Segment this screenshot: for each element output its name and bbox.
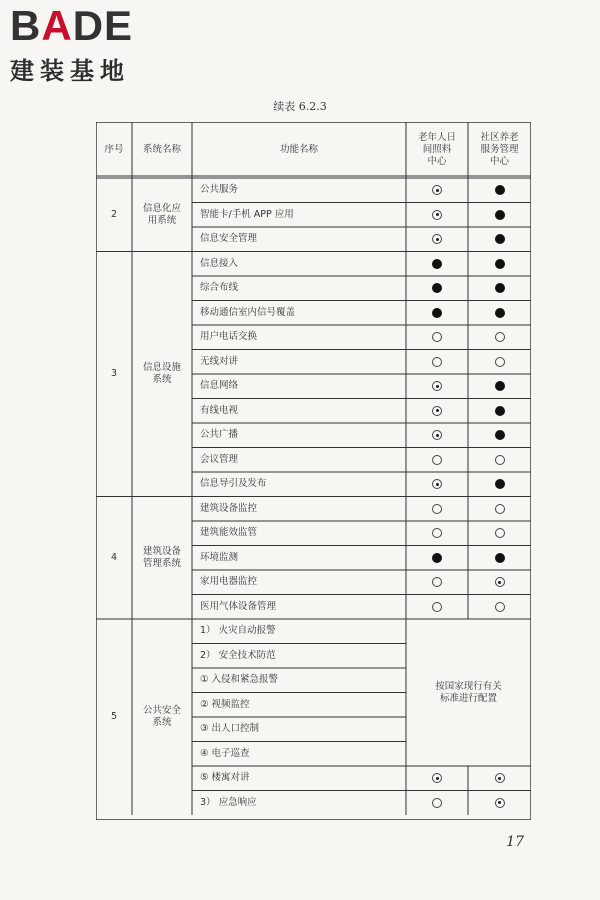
group-system-name-line: 系统 xyxy=(152,374,172,385)
filled-circle-symbol xyxy=(495,406,505,416)
logo-subtitle: 建装基地 xyxy=(10,57,130,85)
group-system-name xyxy=(132,178,192,252)
filled-circle-symbol xyxy=(495,553,505,563)
filled-circle-symbol xyxy=(495,430,505,440)
header-system xyxy=(132,122,192,178)
logo-letter: B xyxy=(10,2,42,49)
function-name xyxy=(192,350,414,375)
group-system-name-line: 建筑设备 xyxy=(142,545,181,557)
group-number-line: 4 xyxy=(110,551,118,563)
function-name xyxy=(192,423,414,448)
empty-circle-symbol xyxy=(495,504,505,514)
bade-logo xyxy=(10,4,180,90)
function-name xyxy=(192,325,414,350)
table-caption: 续表 6.2.3 xyxy=(273,100,327,113)
function-name-line: 3） 应急响应 xyxy=(200,796,257,808)
function-name xyxy=(192,619,414,644)
group-system-name xyxy=(132,619,192,815)
function-name-line: 信息接入 xyxy=(200,257,239,269)
function-name-line: ① 入侵和紧急报警 xyxy=(200,674,279,686)
bull-circle-symbol xyxy=(432,210,442,220)
function-name xyxy=(192,227,414,252)
function-name-line: 信息安全管理 xyxy=(200,233,258,245)
function-name-line: 信息导引及发布 xyxy=(200,478,267,490)
function-name-line: 有线电视 xyxy=(200,404,239,416)
bull-circle-symbol xyxy=(495,798,505,808)
function-name-line: 家用电器监控 xyxy=(200,576,258,588)
function-name xyxy=(192,791,414,816)
function-name-line: 2） 安全技术防范 xyxy=(200,649,276,661)
logo-letter-accent: A xyxy=(41,2,73,49)
filled-circle-symbol xyxy=(495,259,505,269)
header-col-community-line: 社区养老 xyxy=(480,132,519,143)
merged-note-line: 按国家现行有关 xyxy=(435,680,502,692)
function-name xyxy=(192,668,414,693)
function-name xyxy=(192,644,414,669)
group-system-name xyxy=(132,497,192,620)
header-function-line: 功能名称 xyxy=(279,144,318,155)
merged-note-line: 标准进行配置 xyxy=(439,692,497,704)
group-system-name-line: 用系统 xyxy=(147,214,177,226)
page-number: 17 xyxy=(506,834,524,850)
function-name xyxy=(192,399,414,424)
logo-wordmark xyxy=(10,4,133,48)
filled-circle-symbol xyxy=(432,553,442,563)
logo-letter: E xyxy=(104,2,134,49)
function-name xyxy=(192,301,414,326)
header-system-line: 系统名称 xyxy=(142,144,181,155)
function-name xyxy=(192,374,414,399)
function-name-line: 1） 火灾自动报警 xyxy=(200,625,276,637)
function-name xyxy=(192,693,414,718)
group-number xyxy=(96,252,132,497)
filled-circle-symbol xyxy=(495,234,505,244)
filled-circle-symbol xyxy=(495,185,505,195)
function-name-line: 公共服务 xyxy=(200,184,239,196)
header-col-day-care xyxy=(406,122,468,178)
group-system-name-line: 管理系统 xyxy=(142,557,181,569)
header-col-day-care-line: 间照料 xyxy=(422,144,452,155)
empty-circle-symbol xyxy=(432,357,442,367)
function-name xyxy=(192,570,414,595)
header-no xyxy=(96,122,132,178)
function-name-line: 环境监测 xyxy=(200,551,239,563)
function-name xyxy=(192,252,414,277)
function-name xyxy=(192,178,414,203)
header-no-line: 序号 xyxy=(104,144,124,155)
filled-circle-symbol xyxy=(432,259,442,269)
function-config-table xyxy=(96,122,531,820)
function-name xyxy=(192,448,414,473)
function-name xyxy=(192,497,414,522)
function-name-line: ③ 出人口控制 xyxy=(200,723,260,735)
function-name-line: 用户电话交换 xyxy=(200,331,258,343)
empty-circle-symbol xyxy=(495,332,505,342)
group-number xyxy=(96,619,132,815)
filled-circle-symbol xyxy=(495,308,505,318)
function-name-line: 无线对讲 xyxy=(200,355,239,367)
bull-circle-symbol xyxy=(432,406,442,416)
function-name-line: 公共广播 xyxy=(200,429,239,441)
empty-circle-symbol xyxy=(495,528,505,538)
function-name xyxy=(192,766,414,791)
function-name-line: 医用气体设备管理 xyxy=(200,600,277,612)
group-number-line: 2 xyxy=(110,208,118,220)
header-col-community-line: 服务管理 xyxy=(480,144,519,155)
empty-circle-symbol xyxy=(432,798,442,808)
empty-circle-symbol xyxy=(432,504,442,514)
empty-circle-symbol xyxy=(495,602,505,612)
function-name-line: 综合布线 xyxy=(200,282,239,294)
header-col-community-line: 中心 xyxy=(489,156,509,167)
bull-circle-symbol xyxy=(495,773,505,783)
header-function xyxy=(192,122,406,178)
function-name-line: ⑤ 楼寓对讲 xyxy=(200,772,250,784)
filled-circle-symbol xyxy=(495,210,505,220)
header-col-community xyxy=(468,122,531,178)
group-system-name-line: 信息化应 xyxy=(142,202,181,214)
group-number-line: 3 xyxy=(110,368,118,379)
function-name xyxy=(192,276,414,301)
function-name xyxy=(192,717,414,742)
function-name-line: ② 视频监控 xyxy=(200,698,250,710)
group-system-name-line: 信息设施 xyxy=(142,362,181,373)
group-system-name-line: 系统 xyxy=(152,717,172,728)
group-number-line: 5 xyxy=(110,711,118,722)
empty-circle-symbol xyxy=(432,455,442,465)
filled-circle-symbol xyxy=(495,479,505,489)
merged-note xyxy=(406,619,531,766)
filled-circle-symbol xyxy=(495,381,505,391)
header-col-day-care-line: 中心 xyxy=(427,156,447,167)
filled-circle-symbol xyxy=(432,308,442,318)
function-name-line: 建筑能效监管 xyxy=(200,527,258,539)
empty-circle-symbol xyxy=(432,602,442,612)
group-number xyxy=(96,178,132,252)
function-name xyxy=(192,521,414,546)
function-name-line: 信息网络 xyxy=(200,380,239,392)
function-name-line: 会议管理 xyxy=(200,453,239,465)
function-name-line: 移动通信室内信号覆盖 xyxy=(200,306,296,318)
filled-circle-symbol xyxy=(495,283,505,293)
group-system-name-line: 公共安全 xyxy=(142,705,181,716)
empty-circle-symbol xyxy=(495,455,505,465)
function-name xyxy=(192,546,414,571)
group-number xyxy=(96,497,132,620)
logo-letter: D xyxy=(72,2,105,49)
function-name xyxy=(192,203,414,228)
header-col-day-care-line: 老年人日 xyxy=(417,132,456,143)
function-name xyxy=(192,472,414,497)
function-name-line: 建筑设备监控 xyxy=(200,502,258,514)
bull-circle-symbol xyxy=(495,577,505,587)
function-name xyxy=(192,742,414,767)
function-name-line: 智能卡/手机 APP 应用 xyxy=(200,208,294,220)
empty-circle-symbol xyxy=(495,357,505,367)
group-system-name xyxy=(132,252,192,497)
function-name-line: ④ 电子巡查 xyxy=(200,747,250,759)
function-name xyxy=(192,595,414,620)
